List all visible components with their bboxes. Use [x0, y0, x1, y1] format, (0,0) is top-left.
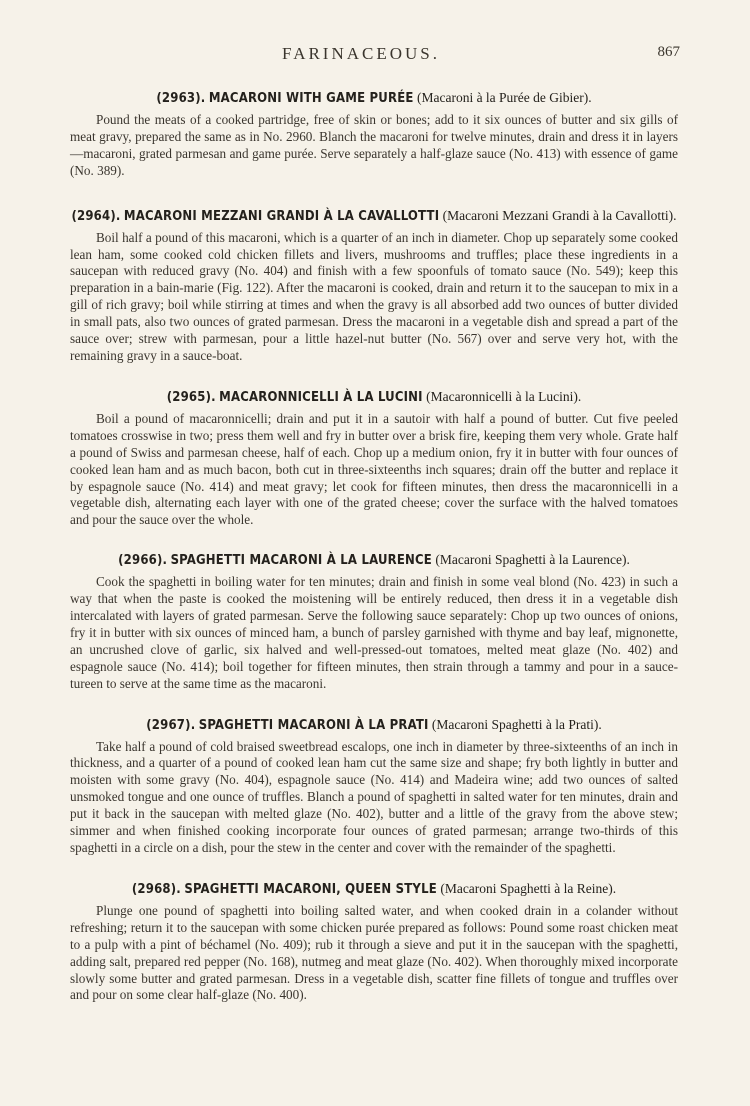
- recipe-text: Boil half a pound of this macaroni, which is a quarter of an inch in diameter. Chop up separately some cooked lean ham, some cooked cold chicken fillets and livers, mushrooms and truffles; place these ingredients in a saucepan with reduced gravy (No. 404) and finish with a few spoonfuls of tomato sauce (No. 549); keep this preparation in a bain-marie (Fig. 122). After the macaroni is cooked, drain and return it to the saucepan to mix in a gill of rich gravy; boil while stirring at times and when the gravy is all absorbed add two ounces of butter divided in small pats, also two ounces of grated parmesan. Dress the macaroni in a vegetable dish and spread a part of the sauce over; strew with parmesan, pour a little hazel-nut butter (No. 567) over and serve very hot, with the remaining gravy in a sauce-boat.: [70, 229, 678, 363]
- recipe-heading: [70, 387, 678, 407]
- recipe-name: MACARONI WITH GAME PURÉE: [208, 91, 414, 106]
- recipe-heading: [70, 88, 678, 108]
- recipe-2966: [70, 550, 678, 692]
- recipe-2964: [70, 206, 678, 365]
- recipe-french-name: (Macaroni Spaghetti à la Prati).: [431, 716, 602, 732]
- recipe-2965: [70, 387, 678, 529]
- recipe-number: (2965).: [166, 389, 216, 405]
- recipe-text: Take half a pound of cold braised sweetbread escalops, one inch in diameter by three-sixteenths of an inch in thickness, and a quarter of a pound of cooked lean ham cut the same size and shape; fry both lightly in butter and moisten with some gravy (No. 404), espagnole sauce (No. 414) and Madeira wine; add two ounces of salted unsmoked tongue and one ounce of truffles. Blanch a pound of spaghetti in salted water for ten minutes, drain and put it back in the saucepan with melted glaze (No. 402), butter and a little of the gravy from the above stew; simmer and when finished cooking incorporate four ounces of grated parmesan; arrange two-thirds of this spaghetti in a circle on a dish, pour the stew in the center and cover with the remainder of the spaghetti.: [70, 738, 678, 855]
- recipe-heading: [70, 879, 678, 899]
- recipe-number: (2963).: [156, 91, 206, 106]
- recipe-name: MACARONI MEZZANI GRANDI À LA CAVALLOTTI: [123, 208, 440, 224]
- recipe-2963: [70, 88, 678, 180]
- recipe-name: SPAGHETTI MACARONI, QUEEN STYLE: [184, 881, 437, 897]
- page-body: [70, 88, 678, 1004]
- recipe-french-name: (Macaroni Mezzani Grandi à la Cavallotti).: [442, 207, 677, 223]
- recipe-french-name: (Macaroni à la Purée de Gibier).: [416, 90, 592, 105]
- recipe-text: Plunge one pound of spaghetti into boiling salted water, and when cooked drain in a colander without refreshing; return it to the saucepan with some chicken purée prepared as follows: Pound some roast chicken meat to a pulp with a pint of béchamel (No. 409); rub it through a sieve and put it in the saucepan with the spaghetti, adding salt, prepared red pepper (No. 168), nutmeg and meat glaze (No. 402). When thoroughly mixed incorporate slowly some butter and grated parmesan. Dress in a vegetable dish, scatter fine fillets of tongue and truffles over and pour on some clear half-glaze (No. 400).: [70, 902, 678, 1003]
- recipe-heading: [70, 715, 678, 735]
- recipe-2968: [70, 879, 678, 1004]
- recipe-number: (2967).: [146, 717, 196, 733]
- recipe-number: (2966).: [118, 553, 168, 569]
- recipe-french-name: (Macaroni Spaghetti à la Reine).: [440, 880, 617, 896]
- recipe-heading: [70, 550, 678, 570]
- recipe-2967: [70, 715, 678, 857]
- chapter-title: FARINACEOUS.: [282, 44, 441, 63]
- recipe-name: SPAGHETTI MACARONI À LA PRATI: [198, 717, 429, 733]
- recipe-text: Pound the meats of a cooked partridge, free of skin or bones; add to it six ounces of butter and six gills of meat gravy, prepared the same as in No. 2960. Blanch the macaroni for twelve minutes, drain and dress it in layers—macaroni, grated parmesan and game purée. Serve separately a half-glaze sauce (No. 413) with essence of game (No. 389).: [70, 112, 678, 178]
- recipe-text: Boil a pound of macaronnicelli; drain and put it in a sautoir with half a pound of butter. Cut five peeled tomatoes crosswise in two; press them well and fry in butter over a brisk fire, keeping them very whole. Grate half a pound of Swiss and parmesan cheese, half of each. Chop up a medium onion, fry it in butter with four ounces of cooked lean ham and as much bacon, both cut in three-sixteenths inch squares; drain off the butter and replace it by espagnole sauce (No. 414) and meat gravy; let cook for fifteen minutes, then dress the macaronnicelli in a vegetable dish, alternating each layer with one of the grated cheese; cover the surface with the halved tomatoes and pour the sauce over the whole.: [70, 410, 678, 528]
- recipe-french-name: (Macaroni Spaghetti à la Laurence).: [435, 552, 630, 568]
- running-head: [0, 44, 750, 64]
- recipe-name: MACARONNICELLI À LA LUCINI: [219, 389, 423, 405]
- recipe-heading: [70, 206, 678, 226]
- page-number: 867: [657, 44, 680, 60]
- recipe-number: (2968).: [131, 881, 181, 897]
- recipe-number: (2964).: [71, 208, 121, 224]
- recipe-text: Cook the spaghetti in boiling water for ten minutes; drain and finish in some veal blond (No. 423) in such a way that when the paste is cooked the moistening will be entirely reduced, then dress it in a vegetable dish intercalated with layers of grated parmesan. Serve the following sauce separately: Chop up two ounces of onions, fry it in butter with six ounces of minced ham, a bunch of parsley garnished with thyme and bay leaf, mignonette, an uncrushed clove of garlic, six halved and well-pressed-out tomatoes, melted meat glaze (No. 402) and espagnole sauce (No. 414); boil together for fifteen minutes, then strain through a tammy and pour in a sauce-tureen to serve at the same time as the macaroni.: [70, 574, 678, 691]
- recipe-name: SPAGHETTI MACARONI À LA LAURENCE: [170, 553, 432, 569]
- recipe-french-name: (Macaronnicelli à la Lucini).: [426, 388, 582, 404]
